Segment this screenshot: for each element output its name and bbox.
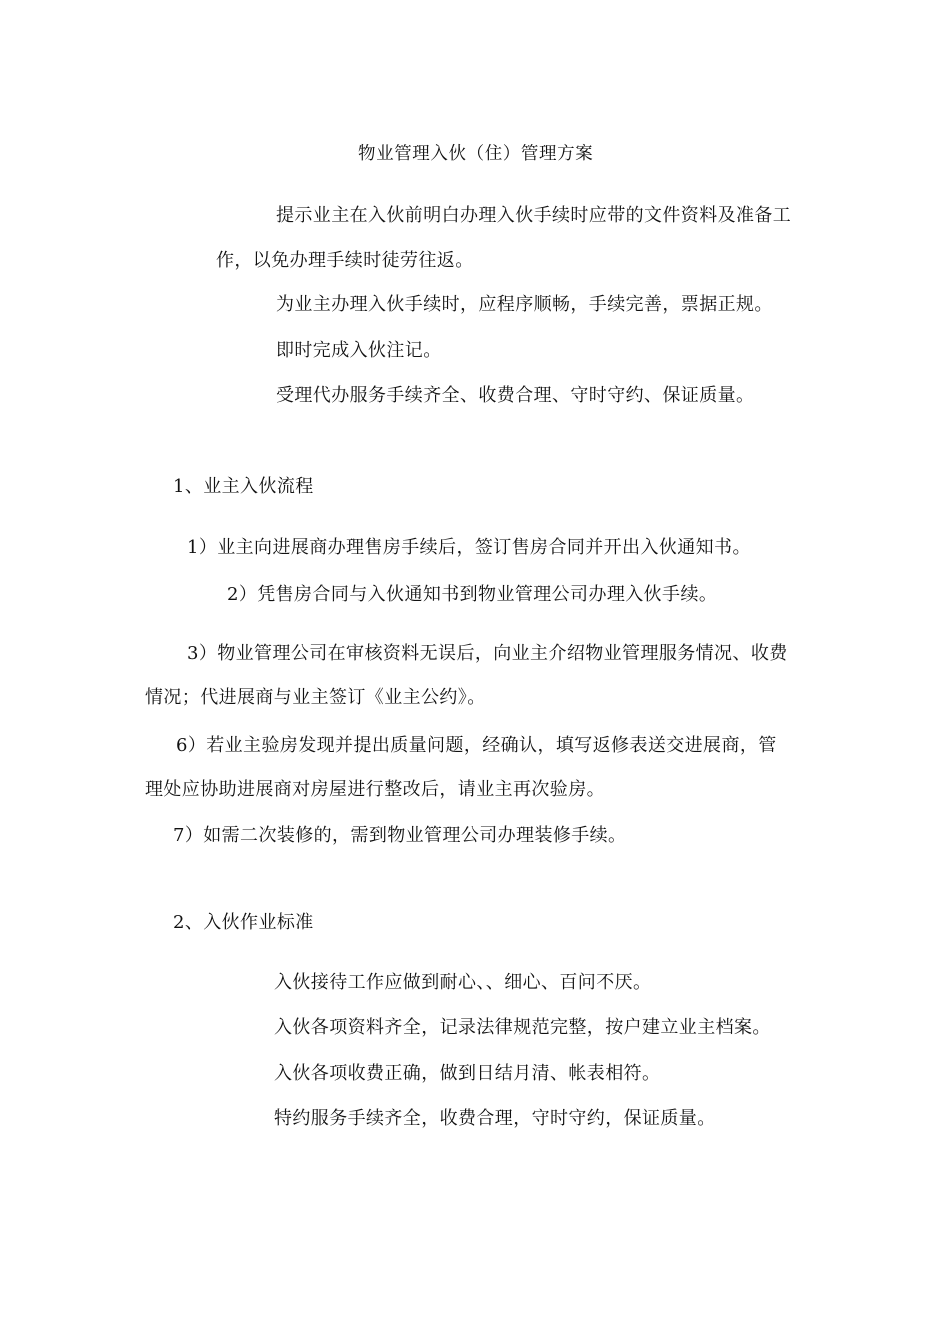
intro-paragraph-1-line-2: 作，以免办理手续时徒劳往返。 xyxy=(216,250,474,271)
section-2-item-3: 入伙各项收费正确，做到日结月清、帐表相符。 xyxy=(274,1063,661,1084)
section-1-step-6-line-1: 6）若业主验房发现并提出质量问题，经确认，填写返修表送交进展商，管 xyxy=(176,735,777,756)
section-1-step-3-line-2: 情况；代进展商与业主签订《业主公约》。 xyxy=(145,687,486,708)
section-1-step-2: 2）凭售房合同与入伙通知书到物业管理公司办理入伙手续。 xyxy=(227,584,718,605)
section-1-step-3-line-1: 3）物业管理公司在审核资料无误后，向业主介绍物业管理服务情况、收费 xyxy=(187,643,788,664)
intro-paragraph-4: 受理代办服务手续齐全、收费合理、守时守约、保证质量。 xyxy=(276,385,755,406)
section-1-step-7: 7）如需二次装修的，需到物业管理公司办理装修手续。 xyxy=(173,825,627,846)
section-1-heading: 1、业主入伙流程 xyxy=(173,476,314,497)
section-2-item-2: 入伙各项资料齐全，记录法律规范完整，按户建立业主档案。 xyxy=(274,1017,771,1038)
section-2-item-1: 入伙接待工作应做到耐心、、细心、百问不厌。 xyxy=(274,972,652,993)
intro-paragraph-2: 为业主办理入伙手续时，应程序顺畅，手续完善，票据正规。 xyxy=(276,294,773,315)
section-2-heading: 2、入伙作业标准 xyxy=(173,912,314,933)
section-1-step-1: 1）业主向进展商办理售房手续后，签订售房合同并开出入伙通知书。 xyxy=(187,537,751,558)
intro-paragraph-3: 即时完成入伙注记。 xyxy=(276,340,442,361)
section-2-item-4: 特约服务手续齐全，收费合理，守时守约，保证质量。 xyxy=(274,1108,716,1129)
section-1-step-6-line-2: 理处应协助进展商对房屋进行整改后，请业主再次验房。 xyxy=(145,779,605,800)
intro-paragraph-1-line-1: 提示业主在入伙前明白办理入伙手续时应带的文件资料及准备工 xyxy=(276,205,792,226)
document-title: 物业管理入伙（住）管理方案 xyxy=(358,144,594,164)
